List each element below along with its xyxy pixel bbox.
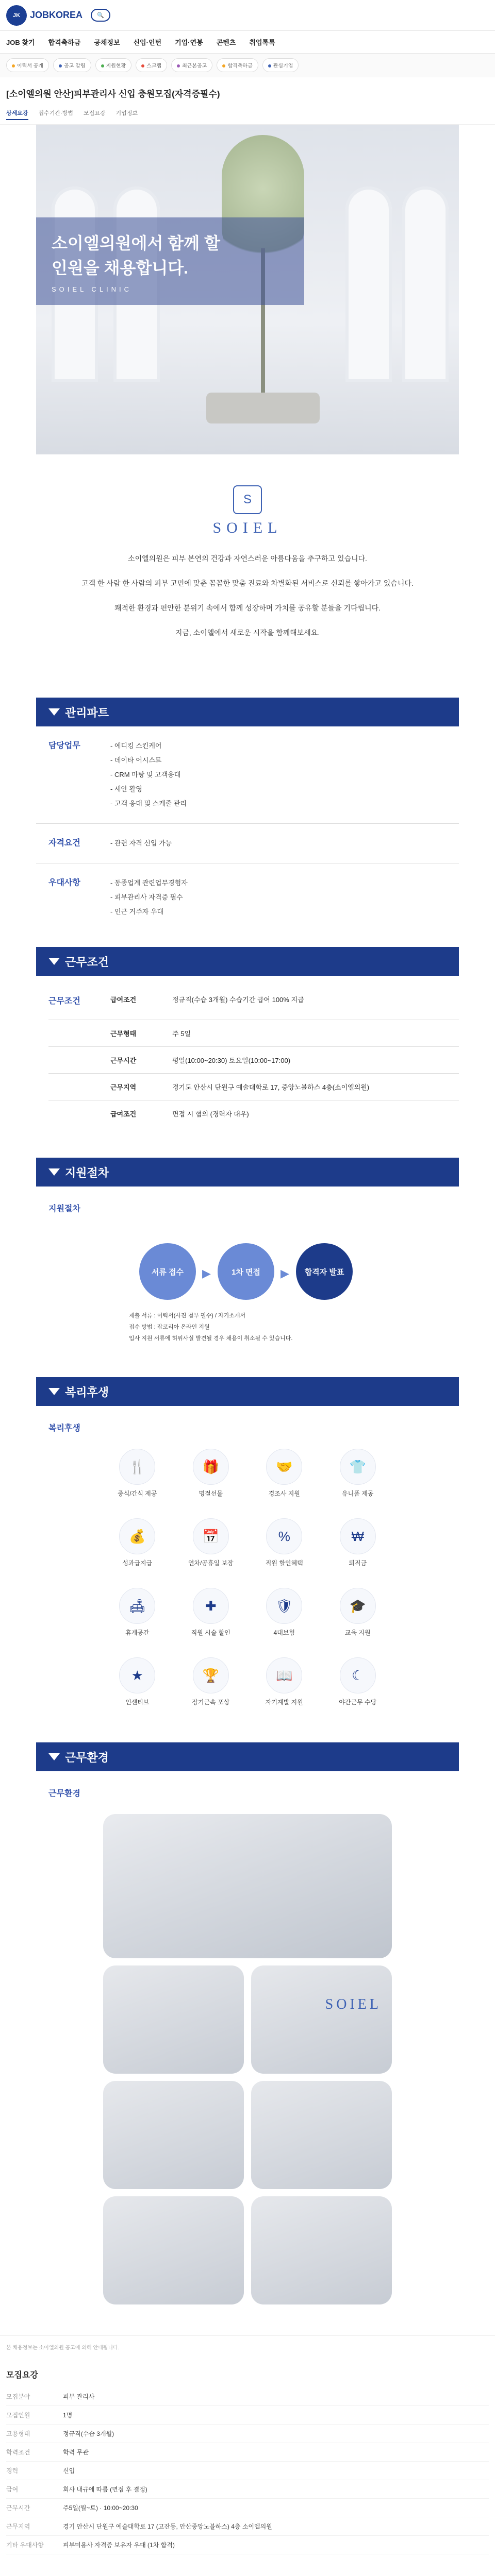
logo-text: JOBKOREA: [30, 10, 83, 20]
section-bar-conditions: [36, 947, 459, 976]
welfare-item: [103, 1518, 172, 1567]
list-item: - 관련 자격 신입 가능: [110, 839, 172, 847]
environment-photo: [103, 1965, 244, 2074]
sofa-icon: 🛋: [119, 1588, 155, 1624]
filter-chip[interactable]: [136, 58, 167, 72]
welfare-label: 연차/공휴일 보장: [188, 1560, 234, 1567]
hero-line-2: 인원을 채용합니다.: [52, 259, 189, 277]
filter-chip[interactable]: [6, 58, 49, 72]
row-key: 학력조건: [6, 2449, 30, 2456]
process-diagram: [36, 1187, 459, 1362]
arch-decor: [402, 187, 449, 382]
cond-key: 근무지역: [110, 1083, 137, 1091]
conditions-table: [36, 976, 459, 1142]
cond-value: 정규직(수습 3개월) 수습기간 급여 100% 지급: [172, 996, 304, 1004]
row-value: 정규직(수습 3개월): [63, 2430, 114, 2437]
logo-icon: JK: [6, 5, 27, 26]
sofa-decor: [206, 393, 320, 423]
row-value: 피부미용사 자격증 보유자 우대 (1차 합격): [63, 2541, 175, 2549]
tab-company[interactable]: 기업정보: [116, 110, 138, 116]
moon-icon: ☾: [340, 1657, 376, 1693]
section-bar-environment: [36, 1742, 459, 1771]
discount-icon: %: [266, 1518, 302, 1554]
welfare-item: [324, 1449, 392, 1498]
book-icon: 📖: [266, 1657, 302, 1693]
intro-paragraph: 지금, 소이엘에서 새로운 시작을 함께해보세요.: [175, 629, 320, 637]
filter-chip[interactable]: [171, 58, 212, 72]
pref-label: 우대사항: [48, 878, 80, 887]
welfare-item: [250, 1588, 319, 1637]
row-key: 근무시간: [6, 2504, 30, 2512]
chip-label: 최근본공고: [182, 63, 207, 69]
welfare-label: 휴게공간: [125, 1629, 150, 1636]
chip-dot-icon: [12, 64, 15, 67]
welfare-item: [250, 1657, 319, 1706]
welfare-label: 인센티브: [125, 1699, 150, 1706]
row-value: 신입: [63, 2467, 75, 2475]
triangle-down-icon: [48, 1753, 60, 1760]
welfare-label: 야간근무 수당: [339, 1699, 377, 1706]
cond-value: 경기도 안산시 단원구 예술대학로 17, 중앙노블하스 4층(소이엘의원): [172, 1083, 370, 1091]
welfare-item: [250, 1518, 319, 1567]
welfare-label: 복리후생: [48, 1424, 80, 1433]
arrow-right-icon: ▶: [280, 1267, 289, 1280]
cond-key: 근무형태: [110, 1030, 137, 1038]
table-row: [6, 2425, 489, 2443]
recruit-table: [6, 2387, 489, 2554]
environment-section: [36, 1771, 459, 2325]
arch-decor: [345, 187, 392, 382]
cond-value: 평일(10:00~20:30) 토요일(10:00~17:00): [172, 1057, 291, 1064]
nav-item[interactable]: 취업톡톡: [249, 39, 275, 46]
section-title: 근무조건: [65, 955, 109, 969]
site-logo[interactable]: [6, 5, 82, 26]
cond-key: 급여조건: [110, 996, 137, 1004]
tab-apply[interactable]: 접수기간·방법: [38, 110, 73, 116]
clinic-mark-icon: S: [233, 485, 262, 514]
row-value: 피부 관리사: [63, 2393, 95, 2400]
nav-item[interactable]: 공채정보: [94, 39, 120, 46]
hero-line-1: 소이엘의원에서 함께 할: [52, 234, 220, 252]
preference-row: [36, 863, 459, 931]
table-row: [48, 1046, 459, 1073]
process-label: 지원절차: [48, 1205, 80, 1213]
hero-banner: [36, 217, 304, 305]
section-title: 복리후생: [65, 1385, 109, 1399]
row-key: 기타 우대사항: [6, 2541, 44, 2549]
welfare-label: 자기계발 지원: [265, 1699, 303, 1706]
chip-dot-icon: [59, 64, 62, 67]
row-key: 고용형태: [6, 2430, 30, 2437]
nav-item[interactable]: 콘텐츠: [216, 39, 236, 46]
chip-label: 관심기업: [273, 63, 293, 69]
table-row: [6, 2517, 489, 2536]
chip-label: 공고 알림: [64, 63, 86, 69]
chip-label: 스크랩: [146, 63, 162, 69]
section-bar-welfare: [36, 1377, 459, 1406]
quick-filter-bar: [0, 54, 495, 77]
row-key: 모집분야: [6, 2393, 30, 2400]
row-value: 회사 내규에 따름 (면접 후 결정): [63, 2486, 147, 2493]
nav-item[interactable]: 신입·인턴: [133, 39, 162, 46]
gift-icon: 🎁: [193, 1449, 229, 1485]
welfare-label: 교육 지원: [344, 1629, 371, 1636]
list-item: - 동종업계 관련업무경험자: [110, 879, 188, 887]
filter-chip[interactable]: [95, 58, 132, 72]
environment-label: 근무환경: [48, 1789, 80, 1798]
environment-photo: [251, 2196, 392, 2304]
row-key: 모집인원: [6, 2412, 30, 2419]
welfare-label: 성과급지급: [122, 1560, 153, 1567]
insurance-icon: 🛡: [266, 1588, 302, 1624]
table-row: [6, 2387, 489, 2406]
environment-photo: [103, 2196, 244, 2304]
section-heading: 모집요강: [6, 2371, 38, 2380]
environment-photo: [103, 2081, 244, 2189]
hero-brand: SOIEL CLINIC: [52, 285, 133, 293]
chip-dot-icon: [222, 64, 225, 67]
chip-label: 지원현황: [106, 63, 126, 69]
nav-item[interactable]: JOB 찾기: [6, 39, 35, 46]
list-item: - CRM 마탕 및 고객응대: [110, 771, 181, 778]
table-row: [6, 2462, 489, 2480]
pension-icon: ₩: [340, 1518, 376, 1554]
welfare-section: [36, 1406, 459, 1727]
welfare-label: 경조사 지원: [268, 1490, 300, 1497]
cond-value: 면접 시 협의 (경력자 대우): [172, 1110, 249, 1118]
wall-logo-text: SOIEL: [325, 1996, 382, 2012]
environment-photo: [251, 1965, 392, 2074]
intro-paragraph: 쾌적한 환경과 편안한 분위기 속에서 함께 성장하며 가치를 공유할 분들을 기다립니다.: [114, 604, 381, 612]
environment-photo: [103, 1814, 392, 1958]
triangle-down-icon: [48, 1168, 60, 1176]
process-step: 1차 면접: [218, 1243, 274, 1300]
section-title: 관리파트: [65, 706, 109, 719]
recruit-section: [0, 2358, 495, 2565]
chip-dot-icon: [141, 64, 144, 67]
row-value: 학력 무관: [63, 2449, 89, 2456]
welfare-label: 직원 시술 할인: [191, 1629, 230, 1636]
award-icon: 🏆: [193, 1657, 229, 1693]
chip-dot-icon: [101, 64, 104, 67]
detail-tabs: [0, 105, 495, 125]
tab-recruit[interactable]: 모집요강: [83, 110, 106, 116]
conditions-label: 근무조건: [48, 997, 80, 1006]
cond-value: 주 5일: [172, 1030, 191, 1038]
row-value: 경기 안산시 단원구 예술대학로 17 (고잔동, 안산중앙노블하스) 4층 소이엘의원: [63, 2523, 272, 2530]
row-key: 경력: [6, 2467, 19, 2475]
qual-label: 자격요건: [48, 839, 80, 848]
nav-item[interactable]: 합격축하금: [48, 39, 81, 46]
process-note: 입사 지원 서류에 허위사실 발견될 경우 채용이 취소될 수 있습니다.: [129, 1335, 293, 1342]
qual-list: [110, 836, 459, 851]
section-bar-process: [36, 1158, 459, 1187]
intro-paragraph: 고객 한 사람 한 사람의 피부 고민에 맞춘 꼼꼼한 맞춤 진료와 차별화된 서비스로 신뢰를 쌓아가고 있습니다.: [81, 579, 414, 587]
triangle-down-icon: [48, 708, 60, 716]
duties-row: [36, 726, 459, 824]
search-icon: 🔍: [97, 12, 104, 19]
section-title: 근무환경: [65, 1751, 109, 1764]
process-note: 접수 방법 : 잡코리아 온라인 지원: [129, 1324, 210, 1330]
chip-dot-icon: [177, 64, 180, 67]
list-item: - 데이타 어시스트: [110, 756, 162, 764]
duties-list: [110, 739, 459, 811]
tab-detail[interactable]: 상세요강: [6, 109, 28, 120]
process-step: 합격자 발표: [296, 1243, 353, 1300]
welfare-item: [324, 1657, 392, 1706]
section-title: 지원절차: [65, 1166, 109, 1179]
table-row: [48, 1100, 459, 1127]
welfare-label: 퇴직금: [349, 1560, 367, 1567]
welfare-item: [103, 1657, 172, 1706]
education-icon: 🎓: [340, 1588, 376, 1624]
table-row: [48, 986, 459, 1020]
welfare-label: 유니폼 제공: [342, 1490, 374, 1497]
environment-photo: [251, 2081, 392, 2189]
welfare-item: [177, 1657, 245, 1706]
list-item: - 고객 응대 및 스케줄 관리: [110, 800, 187, 807]
clinic-logo: [36, 454, 459, 552]
list-item: - 피부관리사 자격증 필수: [110, 893, 183, 901]
list-item: - 인근 거주자 우대: [110, 908, 164, 916]
calendar-icon: 📅: [193, 1518, 229, 1554]
welfare-item: [177, 1449, 245, 1498]
top-header: [0, 0, 495, 31]
incentive-icon: ★: [119, 1657, 155, 1693]
qualification-row: [36, 824, 459, 863]
welfare-label: 직원 할인혜택: [265, 1560, 303, 1567]
process-step: 서류 접수: [139, 1243, 196, 1300]
disclaimer: 본 채용정보는 소이엘의원 공고에 의해 안내됩니다.: [0, 2335, 495, 2358]
welfare-label: 명절선물: [199, 1490, 223, 1497]
pref-list: [110, 876, 459, 919]
arrow-right-icon: ▶: [202, 1267, 211, 1280]
header-search[interactable]: [91, 9, 110, 22]
welfare-grid: [103, 1449, 392, 1706]
chip-dot-icon: [268, 64, 271, 67]
table-row: [6, 2406, 489, 2425]
triangle-down-icon: [48, 1388, 60, 1395]
welfare-label: 4대보험: [273, 1629, 295, 1636]
bonus-icon: 💰: [119, 1518, 155, 1554]
main-nav: [0, 31, 495, 54]
row-value: 주5일(월~토) · 10:00~20:30: [63, 2504, 138, 2512]
clinic-intro: [36, 552, 459, 682]
nav-item[interactable]: 기업·연봉: [175, 39, 203, 46]
job-detail-body: [36, 125, 459, 2325]
welfare-item: [324, 1588, 392, 1637]
triangle-down-icon: [48, 958, 60, 965]
cond-key: 급여조건: [110, 1110, 137, 1118]
row-value: 1명: [63, 2412, 73, 2419]
section-bar-role: [36, 698, 459, 726]
welfare-label: 장기근속 포상: [192, 1699, 230, 1706]
list-item: - 에디킹 스킨케어: [110, 742, 162, 750]
welfare-item: [250, 1449, 319, 1498]
table-row: [6, 2536, 489, 2554]
filter-chip[interactable]: [262, 58, 299, 72]
process-notes: [129, 1310, 292, 1344]
list-item: - 세안 활영: [110, 785, 142, 793]
filter-chip[interactable]: [217, 58, 258, 72]
job-title-area: [0, 77, 495, 105]
welfare-item: [177, 1588, 245, 1637]
welfare-item: [103, 1449, 172, 1498]
intro-paragraph: 소이엘의원은 피부 본연의 건강과 자연스러운 아름다움을 추구하고 있습니다.: [128, 554, 367, 563]
table-row: [6, 2480, 489, 2499]
welfare-item: [103, 1588, 172, 1637]
welfare-item: [324, 1518, 392, 1567]
handshake-icon: 🤝: [266, 1449, 302, 1485]
table-row: [6, 2443, 489, 2462]
job-title: [소이엘의원 안산]피부관리사 신입 충원모집(자격증필수): [6, 89, 220, 99]
row-key: 급여: [6, 2486, 19, 2493]
care-icon: ✚: [193, 1588, 229, 1624]
environment-gallery: [103, 1814, 392, 2304]
filter-chip[interactable]: [53, 58, 91, 72]
qualification-section: [0, 2565, 495, 2576]
uniform-icon: 👕: [340, 1449, 376, 1485]
cond-key: 근무시간: [110, 1057, 137, 1064]
clinic-name: SOIEL: [212, 519, 283, 536]
table-row: [6, 2499, 489, 2517]
chip-label: 합격축하금: [227, 63, 253, 69]
row-key: 근무지역: [6, 2523, 30, 2530]
process-note: 제출 서류 : 이력서(사진 첨부 필수) / 자기소개서: [129, 1313, 246, 1319]
welfare-label: 중식/간식 제공: [118, 1490, 157, 1497]
meal-icon: 🍴: [119, 1449, 155, 1485]
duties-label: 담당업무: [48, 741, 80, 750]
chip-label: 이력서 공개: [17, 63, 44, 69]
table-row: [48, 1020, 459, 1046]
table-row: [48, 1073, 459, 1100]
hero-image: [36, 125, 459, 454]
welfare-item: [177, 1518, 245, 1567]
